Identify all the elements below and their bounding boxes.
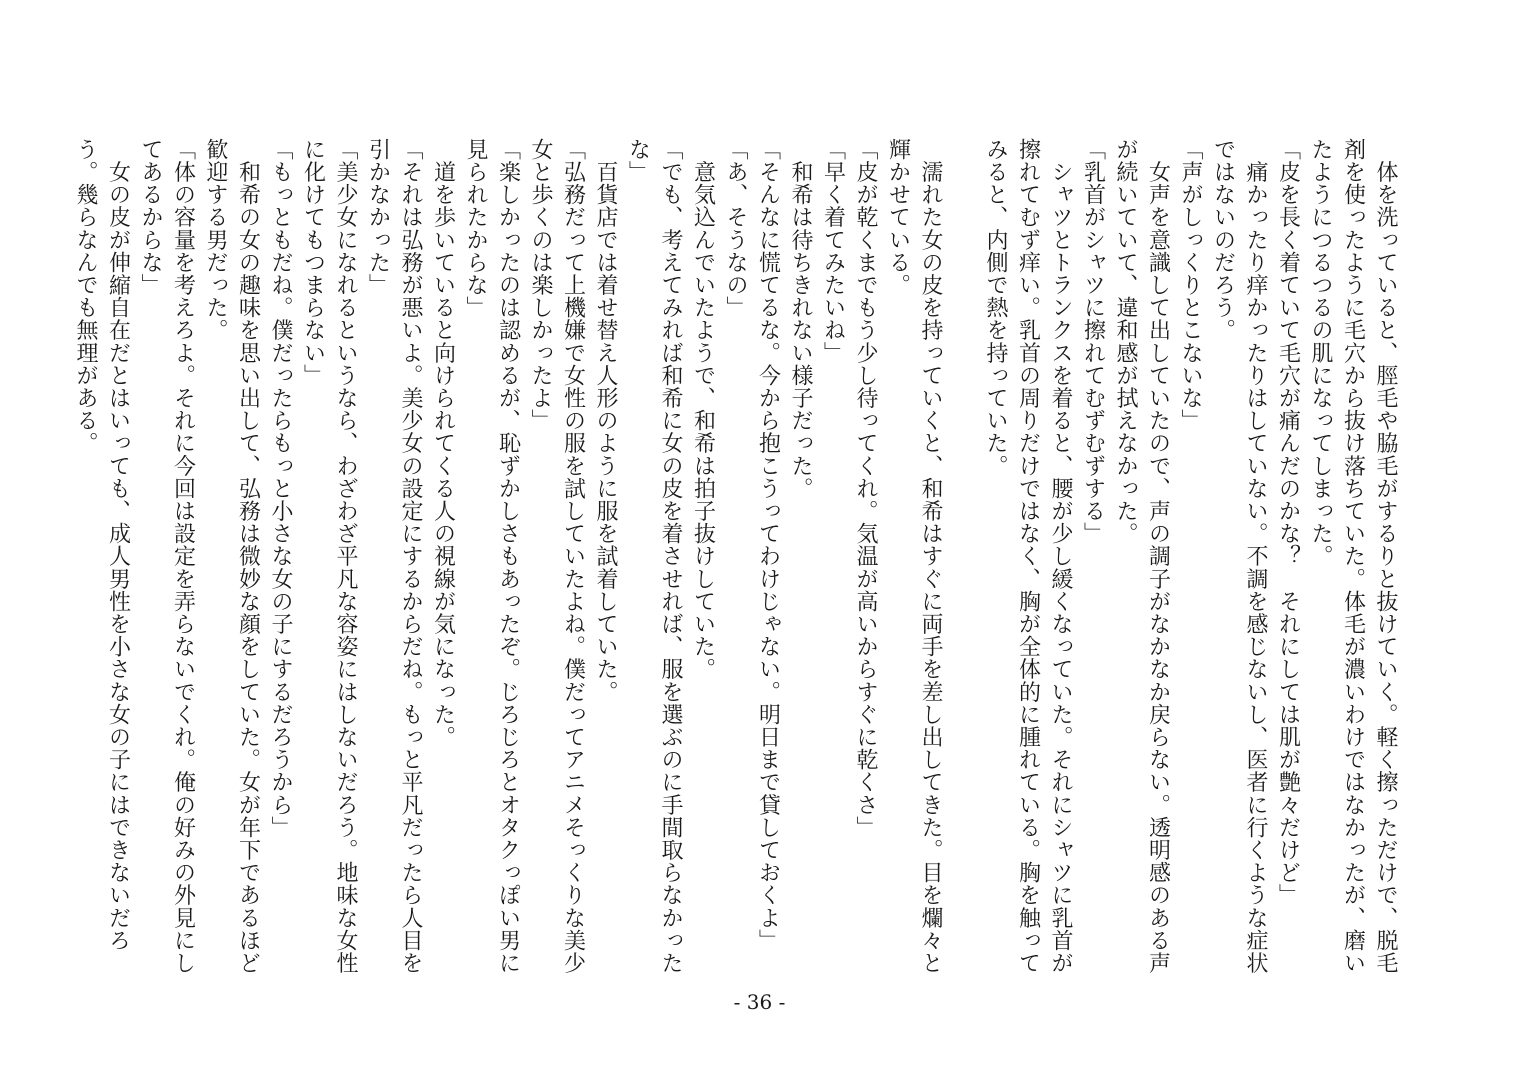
paragraph: 「皮が乾くまでもう少し待ってくれ。気温が高いからすぐに乾くさ」 [853, 138, 878, 839]
paragraph: 痛かったり痒かったりはしていない。不調を感じないし、医者に行くような症状ではないのだろう。 [1210, 138, 1268, 975]
paragraph: 和希は待ちきれない様子だった。 [788, 138, 813, 500]
paragraph: 「弘務だって上機嫌で女性の服を試していたよね。僕だってアニメそっくりな美少女と歩くのは楽しかったよ」 [528, 138, 586, 975]
paragraph: 「あ、そうなの」 [723, 138, 748, 319]
paragraph: 体を洗っていると、脛毛や脇毛がするりと抜けていく。軽く擦っただけで、脱毛剤を使ったように毛穴から抜け落ちていた。体毛が濃いわけではなかったが、磨いたようにつるつるの肌になってしまった。 [1308, 138, 1398, 975]
paragraph: 「早く着てみたいね」 [820, 138, 846, 364]
paragraph: シャツとトランクスを着ると、腰が少し緩くなっていた。それにシャツに乳首が擦れてむず痒い。乳首の周りだけではなく、胸が全体的に腫れている。胸を触ってみると、内側で熱を持っていた。 [983, 138, 1073, 975]
vertical-text-body [73, 138, 1401, 978]
paragraph: 和希の女の趣味を思い出して、弘務は微妙な顔をしていた。女が年下であるほど歓迎する男だった。 [203, 138, 261, 975]
paragraph: 「体の容量を考えろよ。それに今回は設定を弄らないでくれ。俺の好みの外見にしてあるからな」 [138, 138, 196, 975]
paragraph: 百貨店では着せ替え人形のように服を試着していた。 [593, 138, 618, 703]
paragraph: 「乳首がシャツに擦れてむずむずする」 [1080, 138, 1106, 545]
paragraph: 「それは弘務が悪いよ。美少女の設定にするからだね。もっと平凡だったら人目を引かなかった」 [365, 138, 423, 975]
paragraph: 道を歩いていると向けられてくる人の視線が気になった。 [430, 138, 456, 749]
paragraph: 女声を意識して出していたので、声の調子がなかなか戻らない。透明感のある声が続いていて、違和感が拭えなかった。 [1113, 138, 1171, 975]
paragraph: 「楽しかったのは認めるが、恥ずかしさもあったぞ。じろじろとオタクっぽい男に見られたからな」 [463, 138, 521, 975]
paragraph: 意気込んでいたようで、和希は拍子抜けしていた。 [690, 138, 716, 681]
page-number: - 36 - [733, 990, 786, 1014]
paragraph: 女の皮が伸縮自在だとはいっても、成人男性を小さな女の子にはできないだろう。幾らなんでも無理がある。 [73, 138, 131, 952]
blank-line [946, 138, 979, 978]
paragraph: 「皮を長く着ていて毛穴が痛んだのかな？ それにしては肌が艶々だけど」 [1275, 138, 1301, 907]
paragraph: 「美少女になれるというなら、わざわざ平凡な容姿にはしないだろう。地味な女性に化けてもつまらない」 [300, 138, 358, 975]
paragraph: 「声がしっくりとこないな」 [1178, 138, 1203, 432]
paragraph: 濡れた女の皮を持っていくと、和希はすぐに両手を差し出してきた。目を爛々と輝かせている。 [885, 138, 943, 975]
paragraph: 「もっともだね。僕だったらもっと小さな女の子にするだろうから」 [268, 138, 293, 839]
paragraph: 「そんなに慌てるな。今から抱こうってわけじゃない。明日まで貸しておくよ」 [755, 138, 781, 952]
paragraph: 「でも、考えてみれば和希に女の皮を着させれば、服を選ぶのに手間取らなかったな」 [625, 138, 683, 975]
